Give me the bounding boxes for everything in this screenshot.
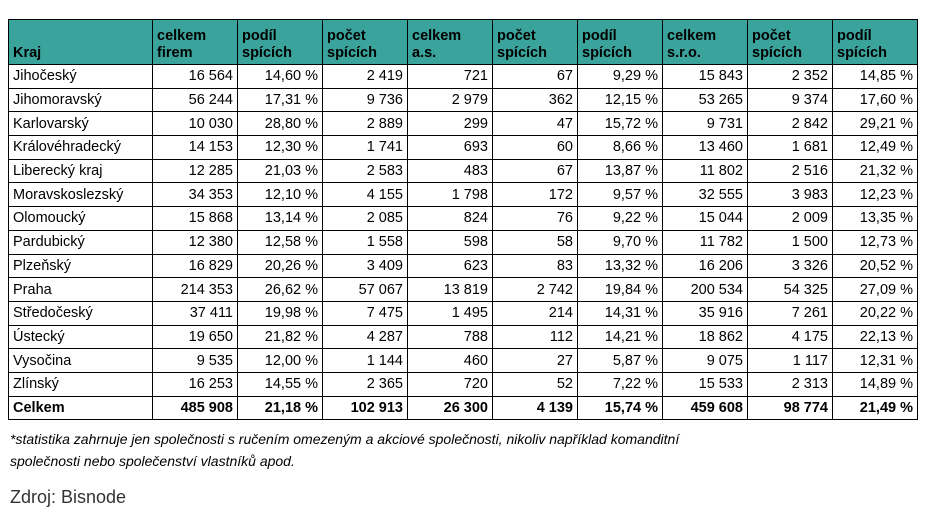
value-cell: 214 353 [153, 278, 238, 302]
value-cell: 214 [493, 301, 578, 325]
value-cell: 67 [493, 65, 578, 89]
value-cell: 52 [493, 372, 578, 396]
value-cell: 15 044 [663, 207, 748, 231]
value-cell: 5,87 % [578, 349, 663, 373]
value-cell: 720 [408, 372, 493, 396]
value-cell: 12,58 % [238, 230, 323, 254]
region-statistics-table [8, 19, 918, 420]
column-header-line-1: celkem [412, 28, 462, 44]
value-cell: 362 [493, 88, 578, 112]
table-row [9, 65, 918, 89]
value-cell: 299 [408, 112, 493, 136]
value-cell: 12,15 % [578, 88, 663, 112]
value-cell: 15,74 % [578, 396, 663, 420]
value-cell: 112 [493, 325, 578, 349]
value-cell: 9 736 [323, 88, 408, 112]
value-cell: 14,60 % [238, 65, 323, 89]
column-header [578, 20, 663, 65]
value-cell: 2 516 [748, 159, 833, 183]
table-header [9, 20, 918, 65]
value-cell: 623 [408, 254, 493, 278]
value-cell: 13 460 [663, 136, 748, 160]
column-header-line-1: podíl [582, 28, 617, 44]
column-header-line-2: spících [327, 45, 377, 61]
column-header-line-2: s.r.o. [667, 45, 701, 61]
value-cell: 102 913 [323, 396, 408, 420]
column-header [833, 20, 918, 65]
value-cell: 2 742 [493, 278, 578, 302]
value-cell: 37 411 [153, 301, 238, 325]
header-row [9, 20, 918, 65]
table-row [9, 88, 918, 112]
value-cell: 9 374 [748, 88, 833, 112]
value-cell: 9 535 [153, 349, 238, 373]
value-cell: 19,98 % [238, 301, 323, 325]
source-label: Zdroj: Bisnode [10, 487, 127, 507]
region-name-cell: Olomoucký [9, 207, 153, 231]
column-header [663, 20, 748, 65]
value-cell: 12,49 % [833, 136, 918, 160]
value-cell: 15 868 [153, 207, 238, 231]
value-cell: 4 175 [748, 325, 833, 349]
value-cell: 2 583 [323, 159, 408, 183]
value-cell: 12,23 % [833, 183, 918, 207]
column-header-line-2: spících [752, 45, 802, 61]
value-cell: 12,30 % [238, 136, 323, 160]
column-header-line-2: spících [497, 45, 547, 61]
table-row [9, 159, 918, 183]
column-header [153, 20, 238, 65]
value-cell: 4 155 [323, 183, 408, 207]
value-cell: 76 [493, 207, 578, 231]
value-cell: 12,73 % [833, 230, 918, 254]
region-name-cell: Celkem [9, 396, 153, 420]
table-body [9, 65, 918, 420]
value-cell: 47 [493, 112, 578, 136]
value-cell: 21,03 % [238, 159, 323, 183]
region-name-cell: Jihomoravský [9, 88, 153, 112]
column-header [323, 20, 408, 65]
value-cell: 1 798 [408, 183, 493, 207]
value-cell: 2 419 [323, 65, 408, 89]
column-header-line-2: spících [582, 45, 632, 61]
value-cell: 21,32 % [833, 159, 918, 183]
value-cell: 20,22 % [833, 301, 918, 325]
value-cell: 485 908 [153, 396, 238, 420]
column-header-line-1: počet [497, 28, 536, 44]
column-header [748, 20, 833, 65]
value-cell: 13,32 % [578, 254, 663, 278]
value-cell: 16 253 [153, 372, 238, 396]
table-row [9, 207, 918, 231]
value-cell: 7 475 [323, 301, 408, 325]
value-cell: 53 265 [663, 88, 748, 112]
value-cell: 16 564 [153, 65, 238, 89]
value-cell: 13 819 [408, 278, 493, 302]
value-cell: 2 313 [748, 372, 833, 396]
region-name-cell: Ústecký [9, 325, 153, 349]
footnote-line-2: společnosti nebo společenství vlastníků apod. [10, 453, 295, 469]
value-cell: 16 829 [153, 254, 238, 278]
value-cell: 200 534 [663, 278, 748, 302]
table-row [9, 278, 918, 302]
column-header-line-2: Kraj [13, 45, 42, 61]
value-cell: 60 [493, 136, 578, 160]
region-name-cell: Vysočina [9, 349, 153, 373]
table-row [9, 230, 918, 254]
value-cell: 2 889 [323, 112, 408, 136]
column-header-line-1: celkem [157, 28, 207, 44]
value-cell: 10 030 [153, 112, 238, 136]
value-cell: 3 409 [323, 254, 408, 278]
region-name-cell: Královéhradecký [9, 136, 153, 160]
value-cell: 13,87 % [578, 159, 663, 183]
value-cell: 83 [493, 254, 578, 278]
value-cell: 35 916 [663, 301, 748, 325]
value-cell: 788 [408, 325, 493, 349]
value-cell: 9 075 [663, 349, 748, 373]
column-header-line-2: a.s. [412, 45, 437, 61]
value-cell: 8,66 % [578, 136, 663, 160]
column-header [238, 20, 323, 65]
value-cell: 2 009 [748, 207, 833, 231]
value-cell: 18 862 [663, 325, 748, 349]
footnote [10, 428, 910, 472]
value-cell: 824 [408, 207, 493, 231]
table-row [9, 136, 918, 160]
column-header-line-2: spících [837, 45, 887, 61]
value-cell: 15 533 [663, 372, 748, 396]
column-header [408, 20, 493, 65]
value-cell: 12,00 % [238, 349, 323, 373]
value-cell: 9 731 [663, 112, 748, 136]
table-row [9, 325, 918, 349]
value-cell: 15 843 [663, 65, 748, 89]
value-cell: 21,82 % [238, 325, 323, 349]
value-cell: 26,62 % [238, 278, 323, 302]
value-cell: 19,84 % [578, 278, 663, 302]
value-cell: 2 842 [748, 112, 833, 136]
column-header-line-1 [13, 28, 148, 45]
table-row [9, 301, 918, 325]
value-cell: 26 300 [408, 396, 493, 420]
value-cell: 16 206 [663, 254, 748, 278]
value-cell: 3 983 [748, 183, 833, 207]
region-name-cell: Plzeňský [9, 254, 153, 278]
value-cell: 14,89 % [833, 372, 918, 396]
value-cell: 693 [408, 136, 493, 160]
value-cell: 34 353 [153, 183, 238, 207]
column-header-line-1: celkem [667, 28, 717, 44]
value-cell: 7 261 [748, 301, 833, 325]
value-cell: 598 [408, 230, 493, 254]
value-cell: 12,31 % [833, 349, 918, 373]
table-row [9, 372, 918, 396]
value-cell: 29,21 % [833, 112, 918, 136]
value-cell: 9,70 % [578, 230, 663, 254]
column-header-line-2: firem [157, 45, 193, 61]
value-cell: 4 139 [493, 396, 578, 420]
value-cell: 9,29 % [578, 65, 663, 89]
value-cell: 17,60 % [833, 88, 918, 112]
column-header-line-1: počet [752, 28, 791, 44]
value-cell: 17,31 % [238, 88, 323, 112]
value-cell: 1 558 [323, 230, 408, 254]
value-cell: 20,52 % [833, 254, 918, 278]
column-header-line-2: spících [242, 45, 292, 61]
column-header [493, 20, 578, 65]
value-cell: 460 [408, 349, 493, 373]
value-cell: 4 287 [323, 325, 408, 349]
value-cell: 98 774 [748, 396, 833, 420]
total-row [9, 396, 918, 420]
value-cell: 1 495 [408, 301, 493, 325]
value-cell: 2 352 [748, 65, 833, 89]
value-cell: 1 500 [748, 230, 833, 254]
value-cell: 483 [408, 159, 493, 183]
value-cell: 14,31 % [578, 301, 663, 325]
value-cell: 14,21 % [578, 325, 663, 349]
value-cell: 721 [408, 65, 493, 89]
value-cell: 14,85 % [833, 65, 918, 89]
table-row [9, 112, 918, 136]
table-row [9, 254, 918, 278]
value-cell: 27 [493, 349, 578, 373]
value-cell: 14,55 % [238, 372, 323, 396]
value-cell: 67 [493, 159, 578, 183]
value-cell: 56 244 [153, 88, 238, 112]
value-cell: 2 085 [323, 207, 408, 231]
value-cell: 28,80 % [238, 112, 323, 136]
value-cell: 27,09 % [833, 278, 918, 302]
value-cell: 1 681 [748, 136, 833, 160]
value-cell: 9,22 % [578, 207, 663, 231]
value-cell: 11 802 [663, 159, 748, 183]
value-cell: 54 325 [748, 278, 833, 302]
region-name-cell: Pardubický [9, 230, 153, 254]
value-cell: 1 117 [748, 349, 833, 373]
value-cell: 2 365 [323, 372, 408, 396]
table-row [9, 183, 918, 207]
value-cell: 12 285 [153, 159, 238, 183]
region-name-cell: Moravskoslezský [9, 183, 153, 207]
value-cell: 12,10 % [238, 183, 323, 207]
value-cell: 22,13 % [833, 325, 918, 349]
value-cell: 7,22 % [578, 372, 663, 396]
region-name-cell: Jihočeský [9, 65, 153, 89]
value-cell: 57 067 [323, 278, 408, 302]
region-name-cell: Zlínský [9, 372, 153, 396]
value-cell: 13,35 % [833, 207, 918, 231]
column-header [9, 20, 153, 65]
value-cell: 12 380 [153, 230, 238, 254]
value-cell: 21,18 % [238, 396, 323, 420]
value-cell: 1 741 [323, 136, 408, 160]
region-name-cell: Středočeský [9, 301, 153, 325]
value-cell: 2 979 [408, 88, 493, 112]
region-name-cell: Praha [9, 278, 153, 302]
footnote-line-1: *statistika zahrnuje jen společnosti s ručením omezeným a akciové společnosti, nikoliv například komanditní [10, 431, 680, 447]
value-cell: 1 144 [323, 349, 408, 373]
value-cell: 19 650 [153, 325, 238, 349]
column-header-line-1: podíl [837, 28, 872, 44]
value-cell: 459 608 [663, 396, 748, 420]
value-cell: 3 326 [748, 254, 833, 278]
value-cell: 21,49 % [833, 396, 918, 420]
region-name-cell: Karlovarský [9, 112, 153, 136]
value-cell: 13,14 % [238, 207, 323, 231]
value-cell: 14 153 [153, 136, 238, 160]
value-cell: 9,57 % [578, 183, 663, 207]
value-cell: 58 [493, 230, 578, 254]
column-header-line-1: počet [327, 28, 366, 44]
value-cell: 20,26 % [238, 254, 323, 278]
column-header-line-1: podíl [242, 28, 277, 44]
value-cell: 11 782 [663, 230, 748, 254]
table-row [9, 349, 918, 373]
region-name-cell: Liberecký kraj [9, 159, 153, 183]
value-cell: 15,72 % [578, 112, 663, 136]
value-cell: 172 [493, 183, 578, 207]
value-cell: 32 555 [663, 183, 748, 207]
